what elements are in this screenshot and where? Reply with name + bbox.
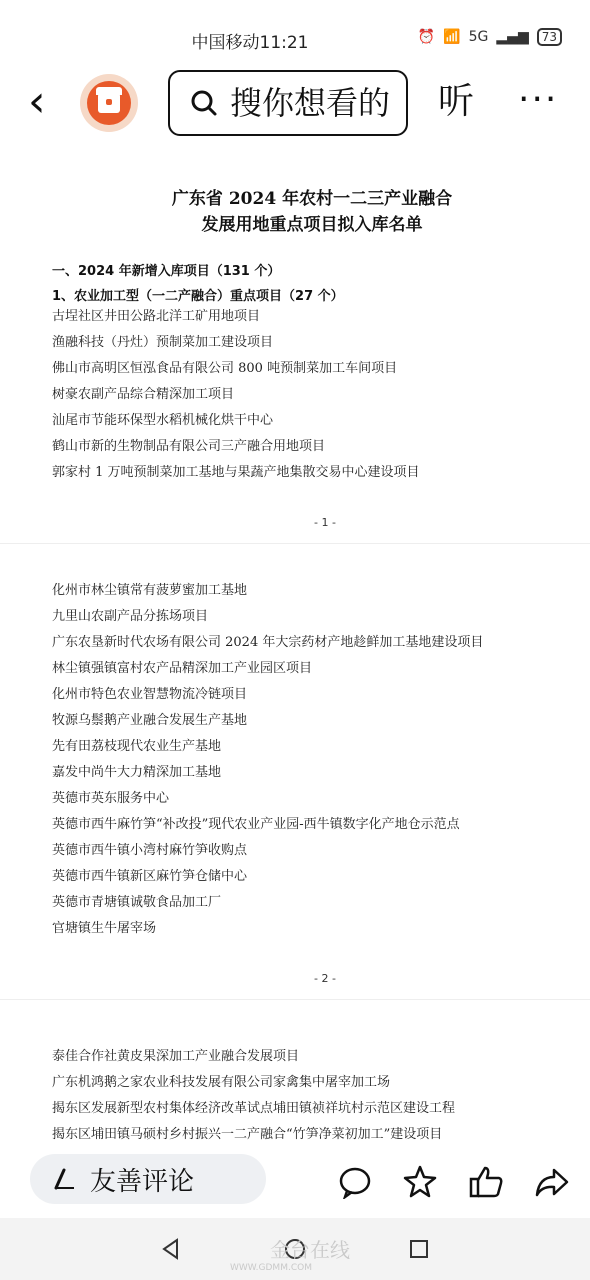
pen-icon xyxy=(52,1166,78,1192)
share-icon[interactable] xyxy=(534,1164,570,1200)
star-icon[interactable] xyxy=(402,1164,438,1200)
bag-icon xyxy=(98,93,120,113)
comment-label: 友善评论 xyxy=(90,1166,195,1197)
watermark-text: 金台在线 xyxy=(270,1238,350,1262)
list-item: 揭东区发展新型农村集体经济改革试点埔田镇祯祥坑村示范区建设工程 xyxy=(52,1101,456,1116)
search-box[interactable] xyxy=(168,70,408,136)
battery-indicator: 73 xyxy=(537,28,562,46)
status-bar xyxy=(0,0,590,72)
subsection-heading: 1、农业加工型（一二产融合）重点项目（27 个） xyxy=(52,289,344,304)
list-item: 树豪农副产品综合精深加工项目 xyxy=(52,387,235,402)
watermark-url: WWW.GDMM.COM xyxy=(230,1263,312,1273)
status-icons xyxy=(418,28,562,46)
network-label: 5G xyxy=(468,29,489,45)
back-icon[interactable]: ‹ xyxy=(28,76,46,127)
listen-button[interactable]: 听 xyxy=(438,81,475,122)
page3-items xyxy=(0,1044,590,1148)
list-item: 汕尾市节能环保型水稻机械化烘干中心 xyxy=(52,413,274,428)
list-item: 英德市西牛镇小湾村麻竹笋收购点 xyxy=(52,843,248,858)
list-item: 英德市青塘镇诚敬食品加工厂 xyxy=(52,895,222,910)
wifi-icon: 📶 xyxy=(443,29,461,45)
list-item: 化州市林尘镇常有菠萝蜜加工基地 xyxy=(52,583,248,598)
list-item: 鹤山市新的生物制品有限公司三产融合用地项目 xyxy=(52,439,326,454)
list-item: 渔融科技（丹灶）预制菜加工建设项目 xyxy=(52,335,274,350)
list-item: 官塘镇生牛屠宰场 xyxy=(52,921,157,936)
page-number: - 1 - xyxy=(314,516,336,529)
action-icons xyxy=(338,1164,570,1200)
page-number: - 2 - xyxy=(314,972,336,985)
page2-items xyxy=(0,578,590,942)
page1-items xyxy=(0,304,590,486)
carrier-time: 中国移动11:21 xyxy=(191,33,309,53)
section-heading: 一、2024 年新增入库项目（131 个） xyxy=(52,264,281,279)
document-title: 广东省 2024 年农村一二三产业融合 发展用地重点项目拟入库名单 xyxy=(171,189,453,235)
list-item: 嘉发中尚牛大力精深加工基地 xyxy=(52,765,222,780)
document-view[interactable] xyxy=(0,160,590,1150)
list-item: 郭家村 1 万吨预制菜加工基地与果蔬产地集散交易中心建设项目 xyxy=(52,465,420,480)
thumbs-up-icon[interactable] xyxy=(468,1164,504,1200)
list-item: 英德市西牛麻竹笋“补改投”现代农业产业园-西牛镇数字化产地仓示范点 xyxy=(52,817,460,832)
list-item: 广东机鸿鹅之家农业科技发展有限公司家禽集中屠宰加工场 xyxy=(52,1075,391,1090)
alarm-icon: ⏰ xyxy=(417,29,436,45)
list-item: 广东农垦新时代农场有限公司 2024 年大宗药材产地趁鲜加工基地建设项目 xyxy=(52,635,484,650)
search-icon xyxy=(190,89,218,117)
bottom-action-bar xyxy=(0,1148,590,1218)
list-item: 林尘镇强镇富村农产品精深加工产业园区项目 xyxy=(52,661,313,676)
list-item: 九里山农副产品分拣场项目 xyxy=(52,609,209,624)
list-item: 化州市特色农业智慧物流冷链项目 xyxy=(52,687,248,702)
page-divider xyxy=(0,543,590,544)
list-item: 佛山市高明区恒泓食品有限公司 800 吨预制菜加工车间项目 xyxy=(52,361,398,376)
comment-icon[interactable] xyxy=(338,1165,372,1199)
list-item: 古埕社区井田公路北洋工矿用地项目 xyxy=(52,309,261,324)
list-item: 英德市西牛镇新区麻竹笋仓储中心 xyxy=(52,869,248,884)
watermark xyxy=(230,1234,350,1273)
list-item: 英德市英东服务中心 xyxy=(52,791,170,806)
page-divider xyxy=(0,999,590,1000)
comment-input[interactable] xyxy=(30,1154,266,1204)
signal-icon: ▂▄▆ xyxy=(496,29,529,45)
top-bar xyxy=(0,68,590,144)
list-item: 先有田荔枝现代农业生产基地 xyxy=(52,739,222,754)
nav-recents-icon[interactable] xyxy=(407,1237,431,1261)
list-item: 牧源乌鬃鹅产业融合发展生产基地 xyxy=(52,713,248,728)
list-item: 泰佳合作社黄皮果深加工产业融合发展项目 xyxy=(52,1049,300,1064)
list-item: 揭东区埔田镇马硕村乡村振兴一二产融合“竹笋净菜初加工”建设项目 xyxy=(52,1127,443,1142)
search-input[interactable] xyxy=(228,83,402,123)
nav-back-icon[interactable] xyxy=(159,1237,183,1261)
app-logo[interactable] xyxy=(80,74,138,132)
more-button[interactable]: ··· xyxy=(518,79,559,120)
